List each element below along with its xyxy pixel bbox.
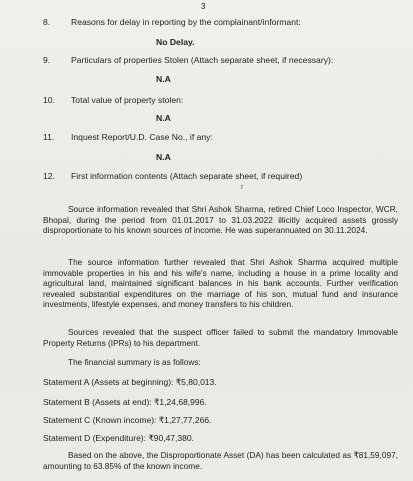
financial-statement: Statement C (Known income): ₹1,27,77,266. [43,415,212,425]
content-paragraph: Sources revealed that the suspect officer failed to submit the mandatory Immovable Property Returns (IPRs) to his department. [43,327,398,348]
item-number: 8. [43,17,51,27]
page-number: 3 [201,2,206,11]
item-question: Particulars of properties Stolen (Attach separate sheet, if necessary): [71,55,334,65]
item-question: Total value of property stolen: [71,95,184,105]
financial-statement: Statement A (Assets at beginning): ₹5,80,013. [43,377,217,387]
item-answer: N.A [156,113,171,123]
item-question: Reasons for delay in reporting by the complainant/informant: [71,17,301,27]
item-number: 11. [43,132,55,142]
item-number: 9. [43,55,51,65]
content-paragraph: Source information revealed that Shri Ashok Sharma, retired Chief Loco Inspector, WCR, Bhopal, during the period from 01.01.2017 to 31.03.2022 illicitly acquired assets grossly disproportionate to his known sources of income. He was superannuated on 30.11.2024. [43,204,398,236]
item-question: First information contents (Attach separate sheet, if required) [71,171,303,181]
financial-statement: Statement D (Expenditure): ₹90,47,380. [43,433,194,443]
item-answer: N.A [156,74,171,84]
content-paragraph: The financial summary is as follows: [68,357,201,367]
item-number: 12. [43,171,55,181]
item-number: 10. [43,95,55,105]
closing-paragraph: Based on the above, the Disproportionate Asset (DA) has been calculated as ₹81,59,097, amounting to 63.85% of the known income. [43,450,398,471]
item-answer: N.A [156,152,171,162]
item-answer: No Delay. [156,37,195,47]
stray-pen-mark: r [241,184,244,191]
financial-statement: Statement B (Assets at end): ₹1,24,68,996. [43,397,207,407]
content-paragraph: The source information further revealed that Shri Ashok Sharma acquired multiple immovable properties in his and his wife's name, including a house in a prime locality and agricultural land, maintained significant balances in his bank accounts. Further verification revealed substantial expenditures on the marriage of his son, mutual fund and insurance investments, lifestyle expenses, and money transfers to his children. [43,257,398,310]
item-question: Inquest Report/U.D. Case No., if any: [71,132,213,142]
